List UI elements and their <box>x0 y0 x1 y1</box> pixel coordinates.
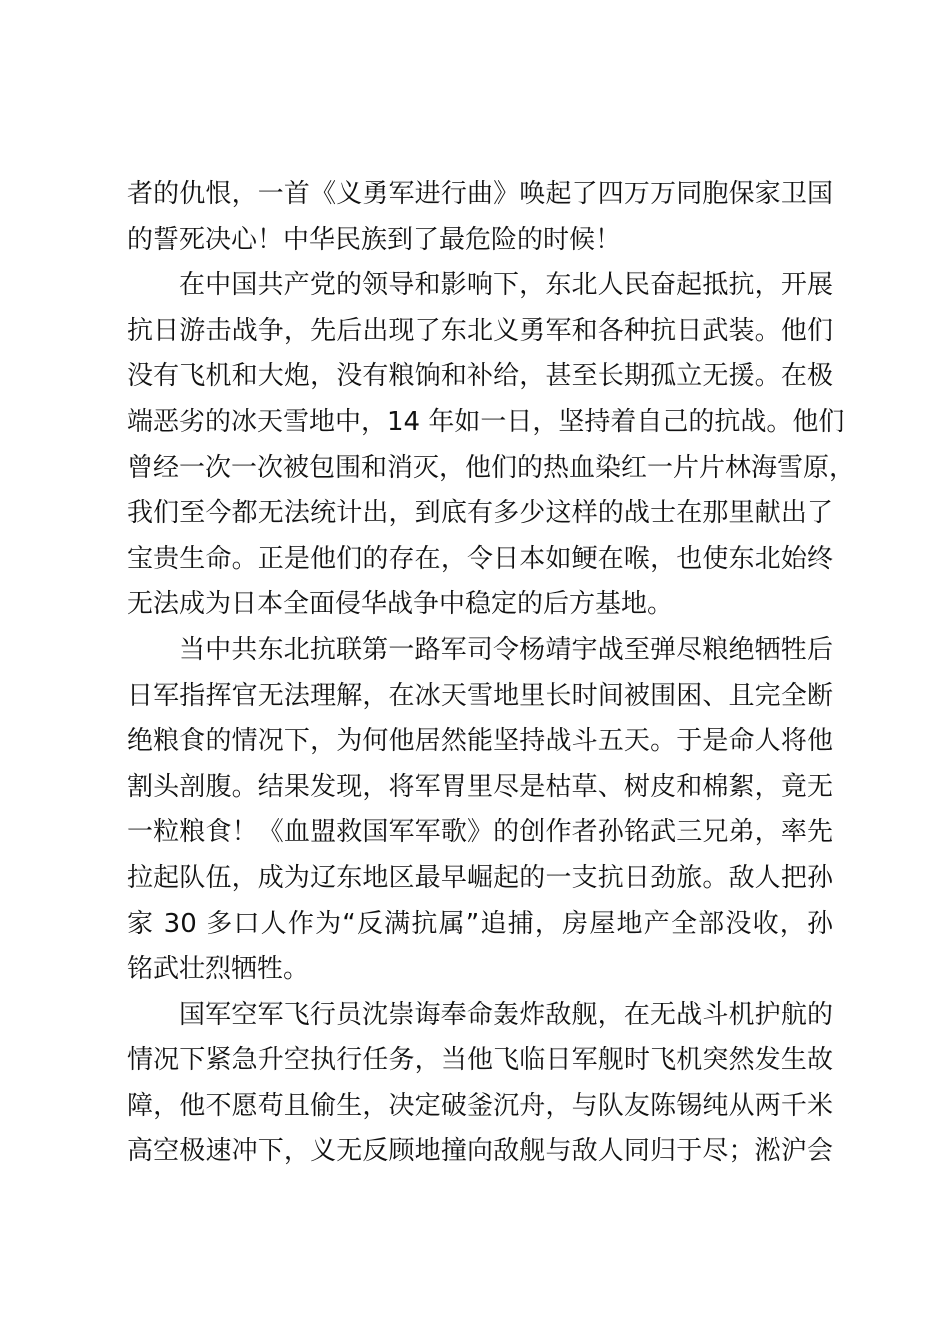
document-body <box>127 172 856 1175</box>
text-line: 绝粮食的情况下，为何他居然能坚持战斗五天。于是命人将他 <box>127 726 833 757</box>
text-line: 障，他不愿苟且偷生，决定破釜沉舟，与队友陈锡纯从两千米 <box>127 1090 833 1121</box>
text-line: 在中国共产党的领导和影响下，东北人民奋起抵抗，开展 <box>179 270 833 301</box>
text-line: 铭武壮烈牺牲。 <box>127 954 310 985</box>
text-line: 拉起队伍，成为辽东地区最早崛起的一支抗日劲旅。敌人把孙 <box>127 862 833 893</box>
text-line: 的誓死决心！中华民族到了最危险的时候！ <box>127 224 622 255</box>
text-line: 割头剖腹。结果发现，将军胃里尽是枯草、树皮和棉絮，竟无 <box>127 771 833 802</box>
text-line: 情况下紧急升空执行任务，当他飞临日军舰时飞机突然发生故 <box>127 1045 833 1076</box>
paragraph-4 <box>127 993 833 1175</box>
paragraph-2 <box>127 263 856 628</box>
text-line: 端恶劣的冰天雪地中，14 年如一日，坚持着自己的抗战。他们 <box>127 406 845 437</box>
text-line: 国军空军飞行员沈崇诲奉命轰炸敌舰，在无战斗机护航的 <box>179 999 833 1030</box>
text-line: 一粒粮食！《血盟救国军军歌》的创作者孙铭武三兄弟，率先 <box>127 817 833 848</box>
text-line: 高空极速冲下，义无反顾地撞向敌舰与敌人同归于尽；淞沪会 <box>127 1136 833 1167</box>
text-line: 我们至今都无法统计出，到底有多少这样的战士在那里献出了 <box>127 498 833 529</box>
text-line: 曾经一次一次被包围和消灭，他们的热血染红一片片林海雪原， <box>127 452 856 483</box>
text-line: 宝贵生命。正是他们的存在，令日本如鲠在喉，也使东北始终 <box>127 543 833 574</box>
text-line: 当中共东北抗联第一路军司令杨靖宇战至弹尽粮绝牺牲后 <box>179 634 833 665</box>
text-line: 家 30 多口人作为“反满抗属”追捕，房屋地产全部没收，孙 <box>127 908 833 939</box>
text-line: 日军指挥官无法理解，在冰天雪地里长时间被围困、且完全断 <box>127 680 833 711</box>
text-line: 没有飞机和大炮，没有粮饷和补给，甚至长期孤立无援。在极 <box>127 361 833 392</box>
paragraph-1 <box>127 172 833 263</box>
paragraph-3 <box>127 628 833 993</box>
text-line: 无法成为日本全面侵华战争中稳定的后方基地。 <box>127 589 674 620</box>
text-line: 抗日游击战争，先后出现了东北义勇军和各种抗日武装。他们 <box>127 315 833 346</box>
text-line: 者的仇恨，一首《义勇军进行曲》唤起了四万万同胞保家卫国 <box>127 179 833 209</box>
